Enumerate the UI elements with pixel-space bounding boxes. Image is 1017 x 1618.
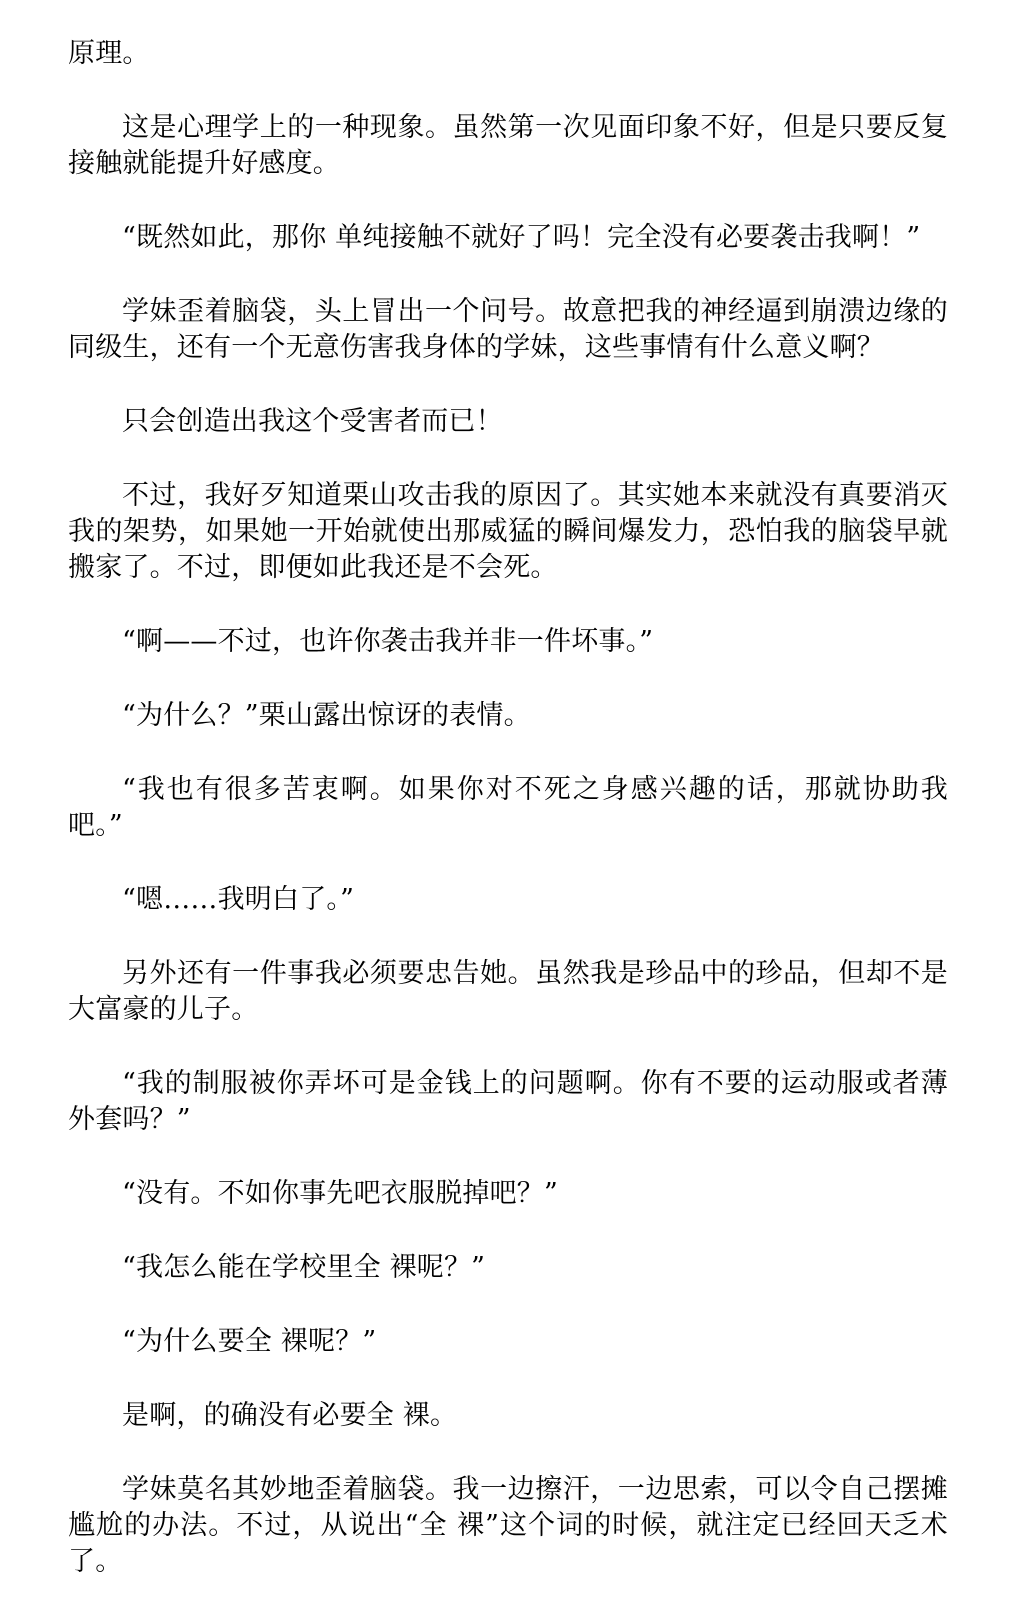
paragraph: “我也有很多苦衷啊。如果你对不死之身感兴趣的话，那就协助我吧。” <box>68 774 948 841</box>
paragraph: 学妹歪着脑袋，头上冒出一个问号。故意把我的神经逼到崩溃边缘的同级生，还有一个无意伤害我身体的学妹，这些事情有什么意义啊？ <box>68 296 948 363</box>
paragraph: “没有。不如你事先吧衣服脱掉吧？” <box>122 1178 559 1209</box>
paragraph: 另外还有一件事我必须要忠告她。虽然我是珍品中的珍品，但却不是大富豪的儿子。 <box>68 958 948 1025</box>
paragraph: “啊——不过，也许你袭击我并非一件坏事。” <box>122 626 654 657</box>
paragraph: “我的制服被你弄坏可是金钱上的问题啊。你有不要的运动服或者薄外套吗？” <box>68 1068 948 1135</box>
paragraph: 只会创造出我这个受害者而已！ <box>122 406 503 437</box>
paragraph: “嗯……我明白了。” <box>122 884 355 915</box>
paragraph: “既然如此，那你 单纯接触不就好了吗！完全没有必要袭击我啊！” <box>122 222 921 253</box>
paragraph: “为什么？”栗山露出惊讶的表情。 <box>122 700 531 731</box>
paragraph: 原理。 <box>68 38 150 69</box>
paragraph: 是啊，的确没有必要全 裸。 <box>122 1400 458 1431</box>
paragraph: “为什么要全 裸呢？” <box>122 1326 377 1357</box>
paragraph: 学妹莫名其妙地歪着脑袋。我一边擦汗，一边思索，可以令自己摆摊尴尬的办法。不过，从说出“全 裸”这个词的时候，就注定已经回天乏术了。 <box>68 1474 948 1577</box>
body-text <box>68 36 948 1618</box>
paragraph: “我怎么能在学校里全 裸呢？” <box>122 1252 486 1283</box>
paragraph: 这是心理学上的一种现象。虽然第一次见面印象不好，但是只要反复接触就能提升好感度。 <box>68 112 948 179</box>
paragraph: 不过，我好歹知道栗山攻击我的原因了。其实她本来就没有真要消灭我的架势，如果她一开始就使出那威猛的瞬间爆发力，恐怕我的脑袋早就搬家了。不过，即便如此我还是不会死。 <box>68 480 948 583</box>
